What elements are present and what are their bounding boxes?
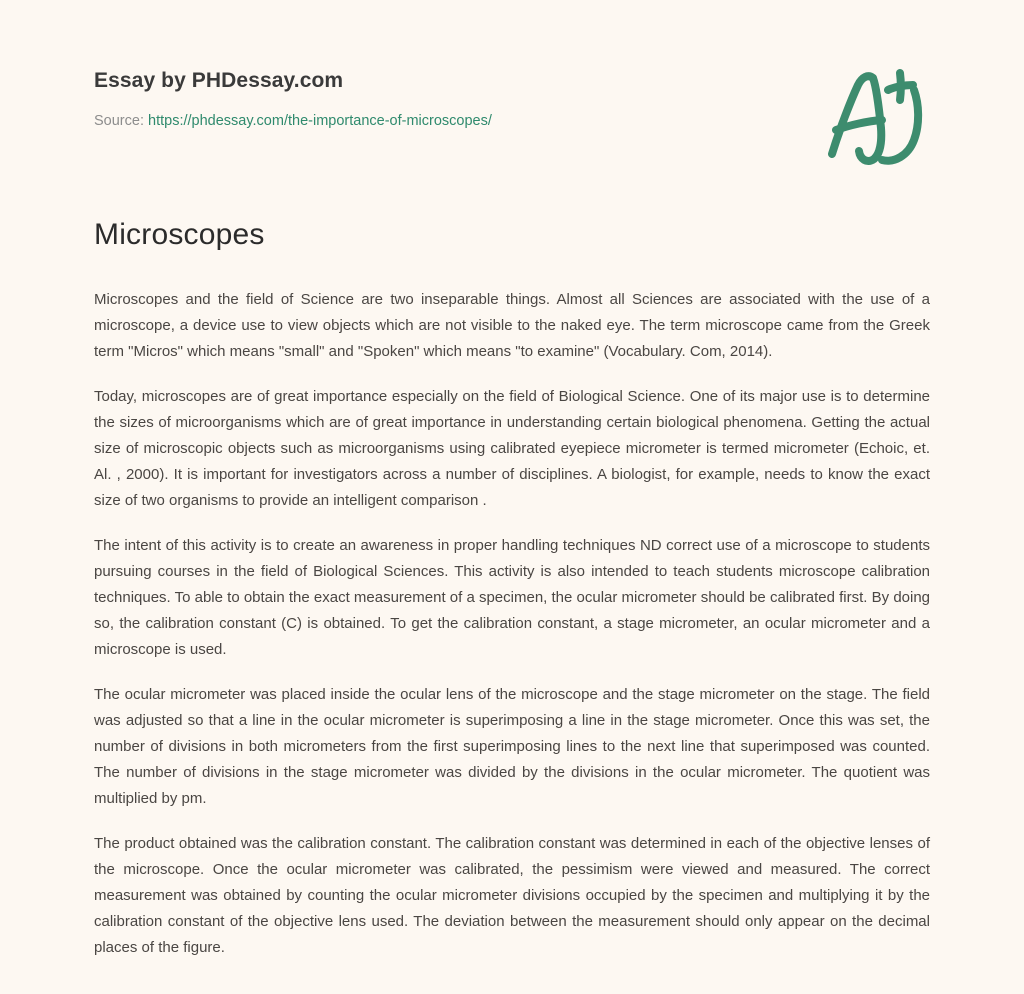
source-label: Source: [94,113,144,130]
source-url-link[interactable]: https://phdessay.com/the-importance-of-microscopes/ [148,113,492,130]
page-title: Microscopes [94,218,265,252]
essay-paragraph: The intent of this activity is to create an awareness in proper handling techniques ND correct use of a microscope to students pursuing courses in the field of Biological Sciences. This activity is also intended to teach students microscope calibration techniques. To able to obtain the exact measurement of a specimen, the ocular micrometer should be calibrated first. By doing so, the calibration constant (C) is obtained. To get the calibration constant, a stage micrometer, an ocular micrometer and a microscope is used. [94,537,931,659]
essay-paragraph: The ocular micrometer was placed inside the ocular lens of the microscope and the stage micrometer on the stage. The field was adjusted so that a line in the ocular micrometer is superimposing a line in the stage micrometer. Once this was set, the number of divisions in both micrometers from the first superimposing lines to the next line that superimposed was counted. The number of divisions in the stage micrometer was divided by the divisions in the ocular micrometer. The quotient was multiplied by pm. [94,686,930,808]
source-line [94,112,930,131]
a-plus-logo [818,62,930,170]
essay-body [94,287,930,961]
a-plus-logo-icon [818,62,930,170]
brand-title: Essay by PHDessay.com [94,69,344,92]
essay-paragraph: The product obtained was the calibration constant. The calibration constant was determined in each of the objective lenses of the microscope. Once the ocular micrometer was calibrated, the pessimism were viewed and measured. The correct measurement was obtained by counting the ocular micrometer divisions occupied by the specimen and multiplying it by the calibration constant of the objective lens used. The deviation between the measurement should only appear on the decimal places of the figure. [94,835,930,957]
page-masthead [94,0,930,131]
essay-paragraph: Today, microscopes are of great importance especially on the field of Biological Science. One of its major use is to determine the sizes of microorganisms which are of great importance in understanding certain biological phenomena. Getting the actual size of microscopic objects such as microorganisms using calibrated eyepiece micrometer is termed micrometer (Echoic, et. Al. , 2000). It is important for investigators across a number of disciplines. A biologist, for example, needs to know the exact size of two organisms to provide an intelligent comparison . [94,388,930,510]
essay-paragraph: Microscopes and the field of Science are two inseparable things. Almost all Sciences are associated with the use of a microscope, a device use to view objects which are not visible to the naked eye. The term microscope came from the Greek term "Micros" which means "small" and "Spoken" which means "to examine" (Vocabulary. Com, 2014). [94,291,930,361]
